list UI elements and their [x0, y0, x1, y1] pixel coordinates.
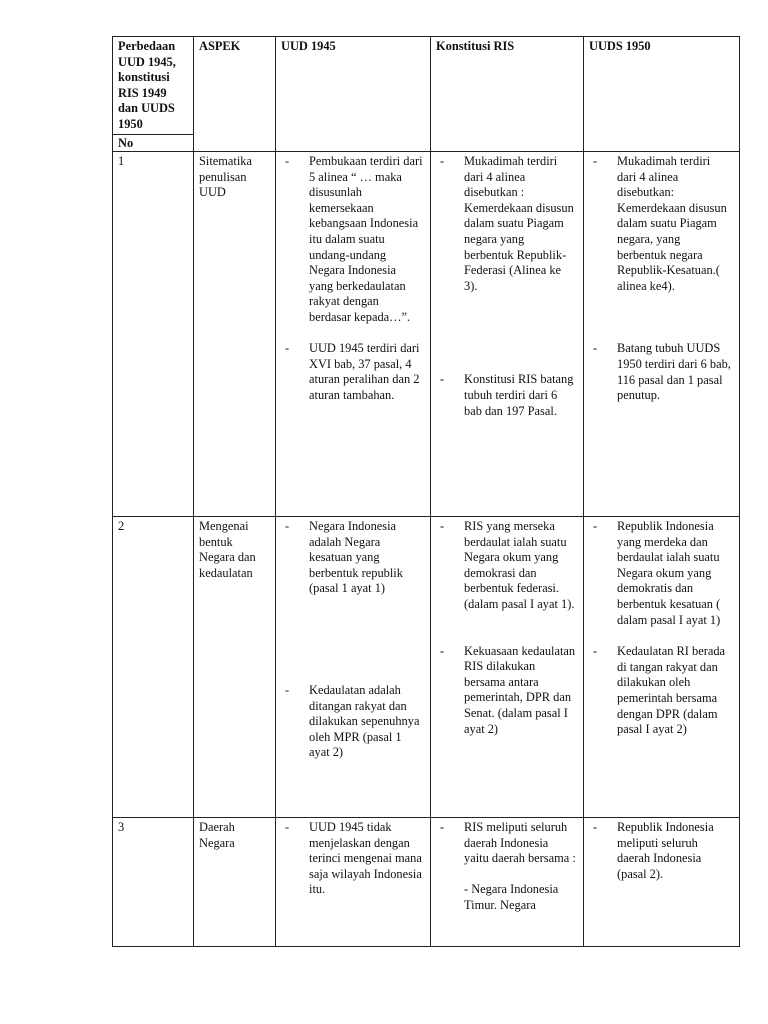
ris-intro: RIS meliputi seluruh daerah Indonesia yaitu daerah bersama : [464, 820, 576, 866]
header-aspek: ASPEK [194, 37, 276, 152]
list-item: - Negara Indonesia adalah Negara kesatuan yang berbentuk republik (pasal 1 ayat 1) [281, 519, 425, 597]
table-row [113, 152, 740, 517]
list-item: - Mukadimah terdiri dari 4 alinea disebutkan: Kemerdekaan disusun dalam suatu Piagam negara, yang berbentuk negara Republik-Kesatuan.( alinea ke4). [589, 154, 734, 294]
row-number: 1 [113, 152, 194, 517]
cell-uud1945 [276, 517, 431, 818]
cell-uud1945 [276, 152, 431, 517]
list-item: - Pembukaan terdiri dari 5 alinea “ … maka disusunlah kemersekaan kebangsaan Indonesia itu dalam suatu undang-undang Negara Indonesia yang berkedaulatan rakyat dengan berdasar kepada…”. [281, 154, 425, 326]
header-uud1945: UUD 1945 [276, 37, 431, 152]
table-row [113, 818, 740, 947]
list-item: - Kedaulatan adalah ditangan rakyat dan dilakukan sepenuhnya oleh MPR (pasal 1 ayat 2) [281, 683, 425, 761]
cell-uud1945 [276, 818, 431, 947]
list-item: - Republik Indonesia meliputi seluruh daerah Indonesia (pasal 2). [589, 820, 734, 882]
cell-ris [431, 517, 584, 818]
table-row [113, 517, 740, 818]
list-item: - UUD 1945 terdiri dari XVI bab, 37 pasal, 4 aturan peralihan dan 2 aturan tambahan. [281, 341, 425, 403]
list-item: - Batang tubuh UUDS 1950 terdiri dari 6 bab, 116 pasal dan 1 pasal penutup. [589, 341, 734, 403]
list-item: - Kedaulatan RI berada di tangan rakyat dan dilakukan oleh pemerintah bersama dengan DPR (dalam pasal I ayat 2) [589, 644, 734, 738]
header-title: Perbedaan UUD 1945, konstitusi RIS 1949 dan UUDS 1950 [113, 37, 194, 135]
row-number: 3 [113, 818, 194, 947]
row-aspek: Sitematika penulisan UUD [194, 152, 276, 517]
header-no: No [113, 135, 194, 152]
cell-uuds [584, 818, 740, 947]
ris-sub-item: - Negara Indonesia Timur. Negara [464, 882, 559, 912]
list-item: - UUD 1945 tidak menjelaskan dengan terinci mengenai mana saja wilayah Indonesia itu. [281, 820, 425, 898]
cell-uuds [584, 152, 740, 517]
header-ris: Konstitusi RIS [431, 37, 584, 152]
list-item: - Kekuasaan kedaulatan RIS dilakukan bersama antara pemerintah, DPR dan Senat. (dalam pasal I ayat 2) [436, 644, 578, 738]
cell-uuds [584, 517, 740, 818]
list-item: - RIS yang merseka berdaulat ialah suatu Negara okum yang demokrasi dan berbentuk federasi. (dalam pasal I ayat 1). [436, 519, 578, 613]
list-item: - Mukadimah terdiri dari 4 alinea disebutkan : Kemerdekaan disusun dalam suatu Piagam negara yang berbentuk Republik-Federasi (Alinea ke 3). [436, 154, 578, 294]
row-aspek: Mengenai bentuk Negara dan kedaulatan [194, 517, 276, 818]
row-number: 2 [113, 517, 194, 818]
cell-ris [431, 818, 584, 947]
list-item: - Republik Indonesia yang merdeka dan berdaulat ialah suatu Negara okum yang demokratis dan berbentuk kesatuan ( dalam pasal I ayat 1) [589, 519, 734, 628]
header-uuds: UUDS 1950 [584, 37, 740, 152]
list-item [436, 820, 578, 914]
row-aspek: Daerah Negara [194, 818, 276, 947]
list-item: - Konstitusi RIS batang tubuh terdiri dari 6 bab dan 197 Pasal. [436, 372, 578, 419]
header-row [113, 37, 740, 135]
comparison-table [112, 36, 740, 947]
cell-ris [431, 152, 584, 517]
